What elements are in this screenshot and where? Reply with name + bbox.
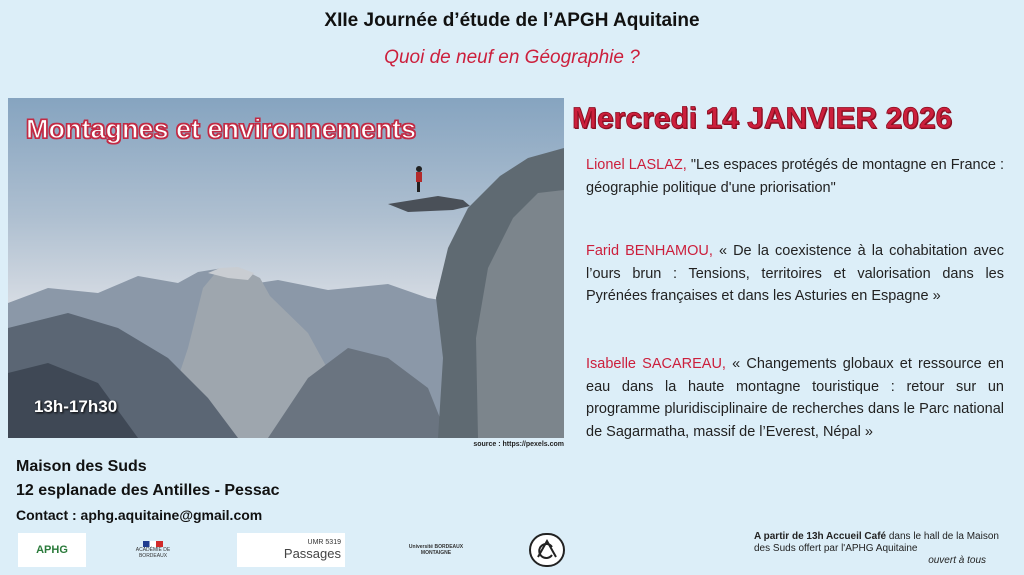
talk-speaker: Lionel LASLAZ, (586, 157, 687, 173)
passages-logo: UMR 5319 Passages (237, 533, 345, 567)
talk-title: « De la coexistence à la cohabitation avec l’ours brun : Tensions, territoires et valorisation dans les Pyrénées françaises et dans les Asturies en Espagne » (586, 243, 1004, 304)
talk-3 (586, 353, 1004, 443)
open-to-all: ouvert à tous (928, 555, 986, 566)
event-title: XIIe Journée d’étude de l’APGH Aquitaine (324, 10, 700, 31)
mountain-illustration (8, 98, 564, 438)
note-text: dans le hall de la Maison des Suds offert par l'APHG Aquitaine (754, 531, 999, 554)
talk-speaker: Isabelle SACAREAU, (586, 356, 726, 372)
event-date: Mercredi 14 JANVIER 2026 (572, 102, 953, 135)
note-bold: A partir de 13h Accueil Café (754, 531, 887, 542)
venue-address: 12 esplanade des Antilles - Pessac (16, 482, 280, 499)
talk-title: « Changements globaux et ressource en eau dans la haute montagne touristique : retour sur un programme pluridisciplinaire de recherches dans le Parc national de Sagarmatha, massif de l’Everest, Népal » (586, 356, 1004, 440)
emblem-icon (534, 537, 560, 563)
contact-email[interactable]: Contact : aphg.aquitaine@gmail.com (16, 507, 263, 523)
venue-name: Maison des Suds (16, 458, 147, 475)
talk-title: "Les espaces protégés de montagne en France : géographie politique d'une priorisation" (586, 157, 1004, 196)
image-credit: source : https://pexels.com (473, 441, 564, 448)
event-subtitle: Quoi de neuf en Géographie ? (384, 47, 640, 68)
circular-emblem-logo (529, 533, 565, 567)
image-title: Montagnes et environnements (26, 114, 417, 144)
welcome-note (754, 531, 1016, 567)
universite-logo: Université BORDEAUX MONTAIGNE (408, 544, 464, 556)
venue-block (16, 455, 280, 526)
mountain-photo (8, 98, 564, 438)
event-time: 13h-17h30 (34, 397, 118, 416)
aphg-logo: APHG (18, 533, 86, 567)
talk-2 (586, 240, 1004, 308)
academie-logo: ACADÉMIE DE BORDEAUX (128, 533, 178, 567)
talk-speaker: Farid BENHAMOU, (586, 243, 713, 259)
talk-1 (586, 154, 1004, 199)
